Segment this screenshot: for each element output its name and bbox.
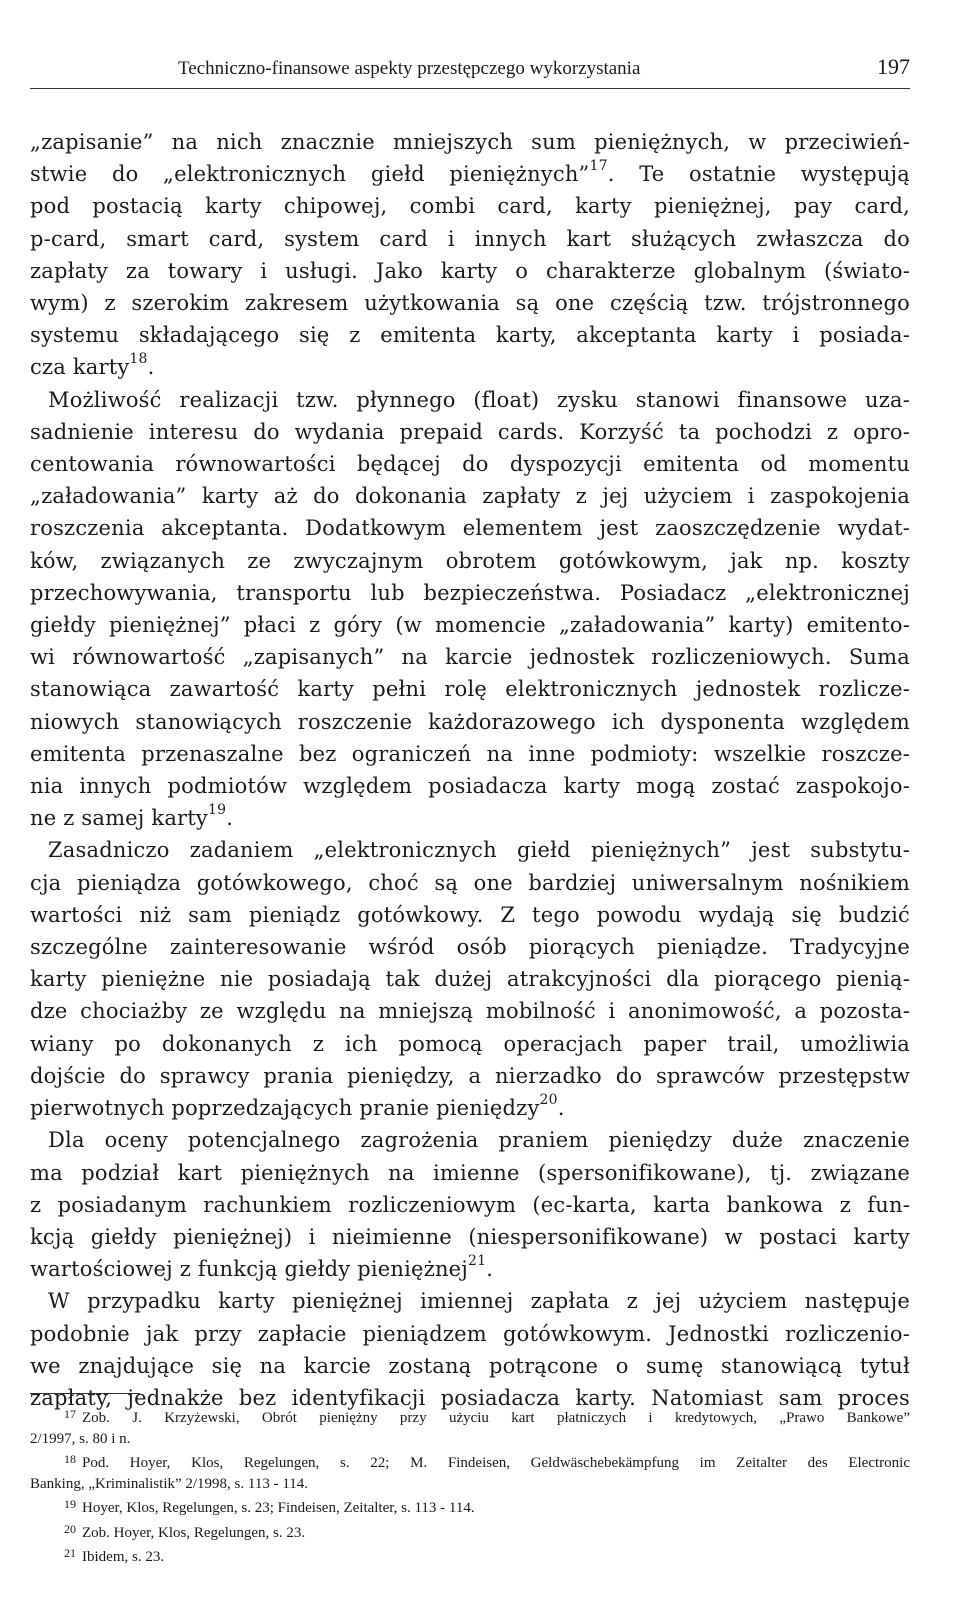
footnote-number: 20 [64, 1521, 76, 1536]
text-line: pod postacią karty chipowej, combi card, karty pieniężnej, pay card, [30, 194, 910, 219]
text-line: Dla oceny potencjalnego zagrożenia praniem pieniędzy duże znaczenie [48, 1128, 910, 1153]
text-line: dze chociażby ze względu na mniejszą mobilność i anonimowość, a pozosta- [30, 999, 910, 1024]
footnote-number: 17 [64, 1407, 76, 1421]
footnote-divider [30, 1393, 140, 1394]
running-header [30, 54, 910, 89]
footnote-number: 21 [64, 1546, 76, 1560]
footnotes [30, 1404, 910, 1568]
footnote-text: Ibidem, s. 23. [82, 1549, 165, 1565]
text-line: z posiadanym rachunkiem rozliczeniowym (ec-karta, karta bankowa z fun- [30, 1192, 910, 1217]
footnote-20 [30, 1519, 910, 1544]
footnote-text: 2/1997, s. 80 i n. [30, 1430, 131, 1447]
text-line: „załadowania” karty aż do dokonania zapłaty z jej użyciem i zaspokojenia [30, 484, 910, 509]
footnote-number: 18 [64, 1452, 76, 1466]
text-line: cja pieniądza gotówkowego, choć są one bardziej uniwersalnym nośnikiem [30, 870, 910, 895]
body-text [30, 126, 910, 1414]
footnote-19 [30, 1494, 910, 1519]
text-line: stanowiąca zawartość karty pełni rolę elektronicznych jednostek rozlicze- [30, 677, 910, 702]
text-line: szczególne zainteresowanie wśród osób piorących pieniądze. Tradycyjne [30, 935, 910, 960]
text-line: sadnienie interesu do wydania prepaid cards. Korzyść ta pochodzi z opro- [30, 419, 910, 444]
text-line: kcją giełdy pieniężnej) i nieimienne (niespersonifikowane) w postaci karty [30, 1224, 910, 1249]
footnote-ref-20[interactable]: 20 [539, 1092, 558, 1109]
text-line: niowych stanowiących roszczenie każdorazowego ich dysponenta względem [30, 709, 910, 734]
page-number: 197 [877, 54, 910, 79]
footnote-21 [30, 1543, 910, 1568]
text-line: nia innych podmiotów względem posiadacza karty mogą zostać zaspokojo- [30, 774, 910, 799]
text-line: centowania równowartości będącej do dyspozycji emitenta od momentu [30, 452, 910, 477]
footnote-ref-19[interactable]: 19 [207, 802, 227, 819]
running-title: Techniczno-finansowe aspekty przestępczego wykorzystania [178, 58, 641, 79]
text-line: p-card, smart card, system card i innych kart służących zwłaszcza do [30, 226, 910, 251]
footnote-text: Zob. J. Krzyżewski, Obrót pieniężny przy użyciu kart płatniczych i kredytowych, „Prawo Bankowe” [82, 1410, 910, 1426]
footnote-text: Zob. Hoyer, Klos, Regelungen, s. 23. [82, 1524, 306, 1541]
footnote-text: Pod. Hoyer, Klos, Regelungen, s. 22; M. Findeisen, Geldwäschebekämpfung im Zeitalter des Electronic [82, 1455, 910, 1471]
footnote-18 [30, 1449, 910, 1494]
footnote-17 [30, 1404, 910, 1449]
text-line: podobnie jak przy zapłacie pieniądzem gotówkowym. Jednostki rozliczenio- [30, 1321, 910, 1346]
footnote-ref-18[interactable]: 18 [129, 351, 148, 368]
text-line: „zapisanie” na nich znacznie mniejszych sum pieniężnych, w przeciwień- [30, 130, 910, 154]
text-line: W przypadku karty pieniężnej imiennej zapłata z jej użyciem następuje [48, 1289, 910, 1314]
text-line: zapłaty, jednakże bez identyfikacji posiadacza karty. Natomiast sam proces [30, 1385, 910, 1410]
footnote-ref-21[interactable]: 21 [468, 1253, 487, 1270]
text-line: wym) z szerokim zakresem użytkowania są one częścią tzw. trójstronnego [30, 291, 910, 316]
text-line: ne z samej karty$^{19}$. [30, 802, 234, 831]
text-line: ma podział kart pieniężnych na imienne (spersonifikowane), tj. związane [30, 1160, 910, 1185]
text-line: wartościowej z funkcją giełdy pieniężnej$^{21}$. [30, 1253, 494, 1282]
text-line: wartości niż sam pieniądz gotówkowy. Z tego powodu wydają się budzić [30, 902, 910, 927]
text-line: systemu składającego się z emitenta karty, akceptanta karty i posiada- [30, 323, 910, 348]
text-line: giełdy pieniężnej” płaci z góry (w momencie „załadowania” karty) emitento- [30, 613, 910, 638]
text-line: ków, związanych ze zwyczajnym obrotem gotówkowym, jak np. koszty [30, 548, 910, 573]
text-line: pierwotnych poprzedzających pranie pieniędzy$^{20}$. [30, 1092, 565, 1121]
text-line: Zasadniczo zadaniem „elektronicznych giełd pieniężnych” jest substytu- [48, 838, 910, 863]
footnote-text: Hoyer, Klos, Regelungen, s. 23; Findeisen, Zeitalter, s. 113 - 114. [82, 1500, 475, 1516]
text-line: roszczenia akceptanta. Dodatkowym elementem jest zaoszczędzenie wydat- [30, 516, 910, 541]
text-line: we znajdujące się na karcie zostaną potrącone o sumę stanowiącą tytuł [30, 1353, 910, 1378]
text-line: emitenta przenaszalne bez ograniczeń na inne podmioty: wszelkie roszcze- [30, 741, 910, 766]
text-line: stwie do „elektronicznych giełd pieniężnych”$^{17}$. Te ostatnie występują [30, 158, 910, 187]
text-line: zapłaty za towary i usługi. Jako karty o charakterze globalnym (świato- [30, 258, 910, 283]
footnote-number: 19 [64, 1497, 76, 1511]
text-line: Możliwość realizacji tzw. płynnego (float) zysku stanowi finansowe uza- [48, 387, 910, 412]
footnote-text: Banking, „Kriminalistik” 2/1998, s. 113 - 114. [30, 1475, 309, 1492]
footnote-ref-17[interactable]: 17 [589, 158, 608, 175]
text-line: karty pieniężne nie posiadają tak dużej atrakcyjności dla piorącego pienią- [30, 967, 910, 992]
text-line: dojście do sprawcy prania pieniędzy, a nierzadko do sprawców przestępstw [30, 1063, 910, 1088]
text-line: wi równowartość „zapisanych” na karcie jednostek rozliczeniowych. Suma [30, 645, 910, 670]
text-line: wiany po dokonanych z ich pomocą operacjach paper trail, umożliwia [30, 1031, 910, 1056]
text-line: przechowywania, transportu lub bezpieczeństwa. Posiadacz „elektronicznej [30, 580, 910, 605]
text-line: cza karty$^{18}$. [30, 351, 155, 380]
